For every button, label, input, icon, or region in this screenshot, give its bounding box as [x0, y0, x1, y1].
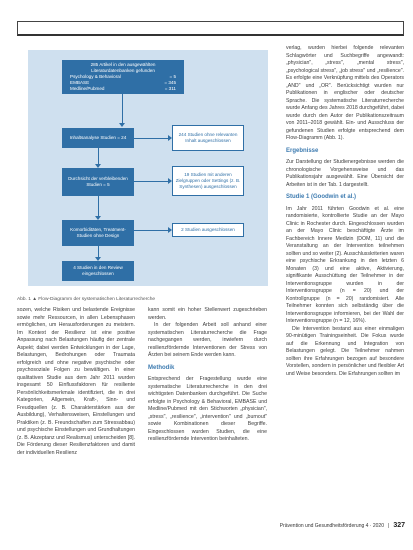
flow-box-text: 244 Studien ohne relevanten Inhalt ausgeschlossen: [178, 132, 238, 143]
flow-arrow: [98, 148, 99, 164]
paragraph: Die Intervention bestand aus einer einmaligen 90-minütigen Trainingseinheit. Die Fokus wurde auf die Erkennung und Integration von Belastungen gelegt. Die Teilnehmer nahmen sollten ihre Erfahrungen bezogen auf besondere Vorstellen, sondern in persönlicher und flexibler Art und Weise besonders. Die Erfahrungen sollten im: [286, 325, 404, 377]
db-count: = 345: [164, 80, 176, 85]
flow-box-analysis: [62, 128, 134, 148]
section-heading: Studie 1 (Goodwin et al.): [286, 194, 357, 200]
paragraph: verlag, wurden hierbei folgende relevanten Schlagwörter und Suchbegriffe angewandt: „physician", „stress", „mental stress", „psychological stress", „job stress" und „resilience". Es erfolgte eine Verknüpfung mittels des Operators „AND" und „OR". Berücksichtigt wurden nur Publikationen in englischer oder deutscher Sprache. Die systematische Literaturrecherche wurde Anfang des Jahres 2018 durchgeführt, dabei wurde durch den Autor der Publikationszeitraum von 2011–2018 gewählt. Ein- und Ausschluss der gefundenen Studien erfolgte entsprechend dem Flow-Diagramm (Abb. 1).: [286, 45, 404, 141]
flow-box-excluded-2: [172, 166, 244, 196]
flow-box-excluded-1: [172, 125, 244, 151]
journal-name: Prävention und Gesundheitsförderung 4 · 2020: [279, 522, 384, 529]
flow-box-text: 4 Studien in den Review eingeschlossen: [73, 265, 123, 276]
paragraph: kann somit ein hoher Stellenwert zugeschrieben werden.: [148, 307, 267, 321]
text-column-left: [17, 307, 135, 457]
flow-box-text: Inhaltsanalyse Studien = 24: [69, 135, 127, 140]
db-count: = 5: [169, 74, 176, 79]
section-heading: Methodik: [148, 364, 175, 371]
flow-arrow: [98, 246, 99, 257]
flow-box-text: Literaturdatenbanken gefunden: [91, 68, 155, 73]
text-column-right: [286, 45, 404, 378]
db-name: Medline/Pubmed: [70, 86, 105, 91]
footer-divider: |: [388, 522, 390, 529]
page-footer: [255, 522, 405, 529]
paragraph: sozen, welche Risiken und belastende Ereignisse sowie mehr Ressourcen, in allen Lebensphasen ermöglichen, um Herausforderungen zu meistern. Im Kontext der Resilienz ist eine positive Anpassung nach Belastungen häufig der zentrale Aspekt; dabei werden Entwicklungen in der Lage, Belastungen, Bedrohungen oder Traumata erfolgreich und ohne negative psychische oder psychosoziale Folgen zu bewältigen. In einer qualitativen Studie aus dem Jahr 2011 wurden insgesamt 50 Einflussfaktoren für resiliente Persönlichkeitsmerkmale identifiziert, die in drei Kategorien, Allgemein, Kraft-, Sinn- und Freudquellen (z. B. Charakterstärken aus der Ausbildung), Verhaltensweisen, Einstellungen und Praktiken (z. B. Freundschaften zum Stressabbau) und psychische Einstellungen und Grundhaltungen (z. B. Akzeptanz und Realismus) unterscheiden [8]. Die Förderung dieser Resilienzfaktoren und damit der individuellen Resilienz: [17, 307, 135, 456]
flow-box-text: Durchsicht der verbleibenden Studien = 5: [68, 176, 128, 187]
flow-diagram: [28, 50, 268, 286]
paragraph: Im Jahr 2011 führten Goodwin et al. eine randomisierte, kontrollierte Studie an der Mayo Clinic in Rochester durch. Eingeschlossen wurden an der Mayo Clinic beschäftigte Ärzte im Fachbereich Innere Medizin (DOM, 11) und die Veranstaltung an der Intervention teilnehmen sollten und so weiter (2). Ausschlusskriterien waren eine psychische Erkrankung in den letzten 6 Monaten (3) und eine aktive, Aktivierung, signifikante Ausschüttung der Teilnehmer in der Interventionsgruppe wurden in der Interventionsgruppe (n = 20) und der Kontrollgruppe (n = 20) randomisiert. Alle Teilnehmer konnten sich selbständig über die Interventionsgruppe informieren, bei der Wahl der Interventionsgruppe (n = 12, 16%).: [286, 205, 404, 324]
flow-box-search: [62, 60, 184, 94]
paragraph: Zur Darstellung der Studienergebnisse werden die chronologische Vorgehensweise und das Publikationsjahr ausgewählt. Eine Übersicht der Arbeiten ist in der Tab. 1 dargestellt.: [286, 159, 404, 188]
flow-box-text: 2 Studien ausgeschlossen: [181, 227, 235, 232]
db-name: EMBASE: [70, 80, 90, 85]
figure-caption: Abb. 1 ▲ Flow-Diagramm der systematischen Literaturrecherche: [17, 297, 156, 302]
flow-box-excluded-3: [172, 223, 244, 237]
text-column-middle: [148, 307, 267, 444]
section-heading: Ergebnisse: [286, 147, 319, 154]
paragraph: Entsprechend der Fragestellung wurde eine systematische Literaturrecherche in den drei wichtigsten Datenbanken durchgeführt. Die Suche erfolgte in Psychology & Behavioral, EMBASE und Medline/Pubmed mit den Stichworten „physician", „stress", „resilience", „intervention" und „burnout" sowie Kombinationen dieser Begriffe. Eingeschlossen wurden Studien, die eine resilienzfördernde Intervention beinhalteten.: [148, 376, 267, 442]
flow-arrow: [134, 138, 168, 139]
flow-box-text: 19 Studien mit anderen Zielgruppen oder Settings (z. B. Synthesen) ausgeschlossen: [175, 172, 241, 189]
flow-arrow: [134, 230, 168, 231]
db-name: Psychology & Behavioral: [70, 74, 121, 79]
header-bar: [17, 21, 404, 36]
flow-arrow: [98, 196, 99, 216]
flow-row: [64, 86, 182, 92]
flow-arrow: [122, 94, 123, 123]
paragraph: In der folgenden Arbeit soll anhand einer systematischen Literaturrecherche die Frage nachgegangen werden, inwiefern durch resilienzfördernde Interventionen der Stress von Ärzten bei seinem Ende werden kann.: [148, 322, 267, 358]
flow-box-review: [62, 168, 134, 196]
db-count: = 311: [164, 86, 176, 91]
flow-box-text: Komorbiditäten, Treatment-Studien ohne Design: [70, 227, 126, 238]
flow-box-comorbidities: [62, 220, 134, 246]
flow-arrow: [134, 181, 168, 182]
flow-box-included: [62, 261, 134, 281]
page-number: 327: [393, 522, 405, 529]
flow-box-text: 285 Artikel in den ausgewählten: [90, 62, 156, 67]
